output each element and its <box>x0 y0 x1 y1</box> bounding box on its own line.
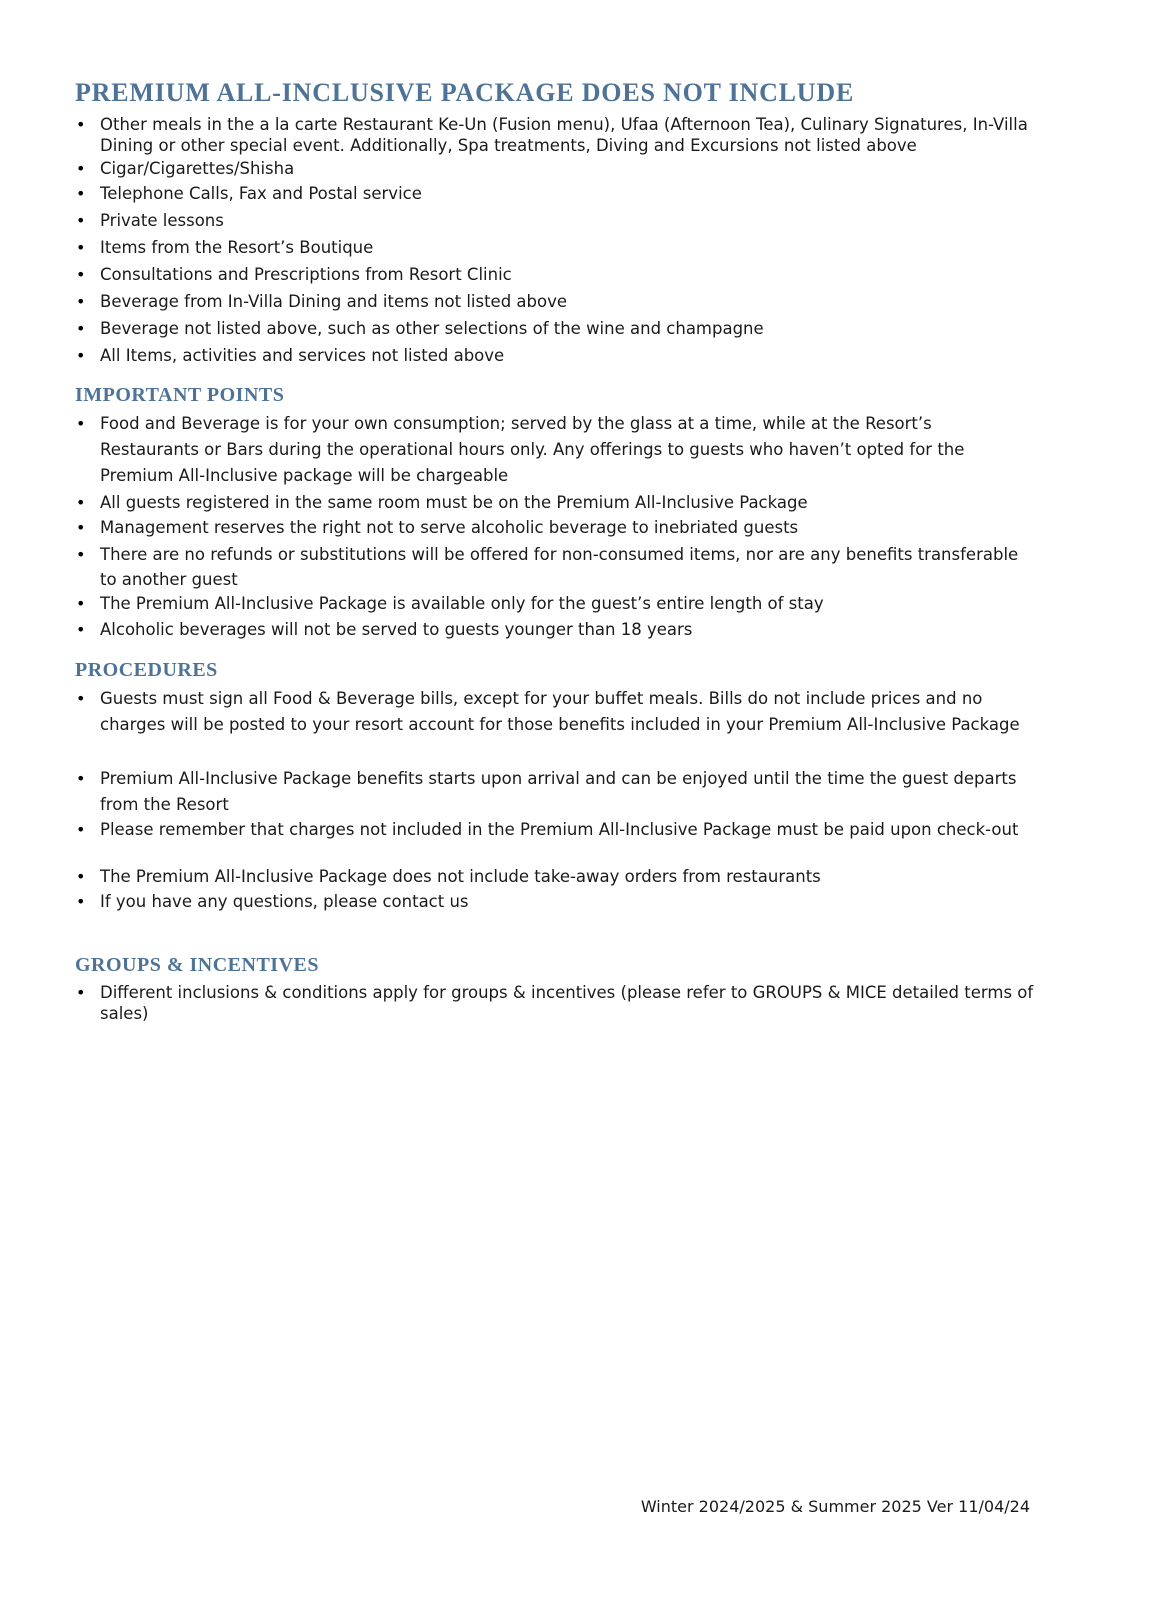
list-item-text: All Items, activities and services not listed above <box>100 346 505 365</box>
list-item-text: Private lessons <box>100 211 224 230</box>
list-item-text: The Premium All-Inclusive Package does not include take-away orders from restaurants <box>100 867 821 886</box>
bullet-icon: • <box>76 769 86 788</box>
bullet-icon: • <box>76 620 86 639</box>
list-item-text: Different inclusions & conditions apply for groups & incentives (please refer to GROUPS & MICE detailed terms of sales) <box>100 983 1034 1023</box>
list-item <box>75 542 1035 593</box>
bullet-icon: • <box>76 238 86 257</box>
list-item-text: Guests must sign all Food & Beverage bills, except for your buffet meals. Bills do not include prices and no charges will be posted to your resort account for those benefits included in your Premium All-Inclusive Package <box>100 689 1020 734</box>
bullet-icon: • <box>76 594 86 613</box>
bullet-icon: • <box>76 820 86 839</box>
list-item <box>75 593 1035 619</box>
list-item-text: Consultations and Prescriptions from Resort Clinic <box>100 265 512 284</box>
section-title-groups-incentives: GROUPS & INCENTIVES <box>75 954 319 976</box>
list-item <box>75 982 1035 1024</box>
bullet-icon: • <box>76 867 86 886</box>
bullet-icon: • <box>76 159 86 178</box>
list-item <box>75 686 1035 766</box>
bullet-icon: • <box>76 493 86 512</box>
list-item-text: Please remember that charges not included in the Premium All-Inclusive Package must be paid upon check-out <box>100 820 1019 839</box>
bullet-icon: • <box>76 983 86 1002</box>
bullet-icon: • <box>76 346 86 365</box>
list-item <box>75 619 1035 645</box>
list-item-text: Alcoholic beverages will not be served to guests younger than 18 years <box>100 620 693 639</box>
bullet-icon: • <box>76 115 86 134</box>
list-item-text: Items from the Resort’s Boutique <box>100 238 374 257</box>
list-item-text: There are no refunds or substitutions will be offered for non-consumed items, nor are any benefits transferable to another guest <box>100 545 1019 589</box>
bullet-icon: • <box>76 211 86 230</box>
bullet-icon: • <box>76 184 86 203</box>
bullet-icon: • <box>76 292 86 311</box>
bullet-icon: • <box>76 689 86 708</box>
bullet-icon: • <box>76 414 86 433</box>
bullet-icon: • <box>76 518 86 537</box>
procedures-list <box>75 686 1035 916</box>
list-item <box>75 158 1035 183</box>
list-item <box>75 411 1035 492</box>
list-item-text: Food and Beverage is for your own consumption; served by the glass at a time, while at the Resort’s Restaurants or Bars during the operational hours only. Any offerings to guests who haven’t opted for the Premium All-Inclusive package will be chargeable <box>100 414 965 485</box>
important-points-list <box>75 411 1035 645</box>
list-item <box>75 866 1035 891</box>
section-important-points <box>75 385 1035 645</box>
list-item <box>75 183 1035 210</box>
section-title-important-points: IMPORTANT POINTS <box>75 384 285 406</box>
list-item-text: Cigar/Cigarettes/Shisha <box>100 159 295 178</box>
list-item <box>75 114 1035 158</box>
not-included-list <box>75 114 1035 372</box>
list-item <box>75 517 1035 542</box>
section-groups-incentives <box>75 955 1035 1024</box>
bullet-icon: • <box>76 319 86 338</box>
bullet-icon: • <box>76 545 86 564</box>
list-item-text: Telephone Calls, Fax and Postal service <box>100 184 422 203</box>
list-item <box>75 210 1035 237</box>
list-item-text: Other meals in the a la carte Restaurant Ke-Un (Fusion menu), Ufaa (Afternoon Tea), Culinary Signatures, In-Villa Dining or other special event. Additionally, Spa treatments, Diving and Excursions not listed above <box>100 115 1028 155</box>
list-item-text: Premium All-Inclusive Package benefits starts upon arrival and can be enjoyed until the time the guest departs from the Resort <box>100 769 1017 814</box>
list-item-text: Beverage not listed above, such as other selections of the wine and champagne <box>100 319 764 338</box>
list-item <box>75 492 1035 517</box>
section-not-included <box>75 80 1035 372</box>
list-item <box>75 345 1035 372</box>
section-procedures <box>75 660 1035 916</box>
bullet-icon: • <box>76 892 86 911</box>
version-footer: Winter 2024/2025 & Summer 2025 Ver 11/04/24 <box>640 1497 1030 1516</box>
section-title-procedures: PROCEDURES <box>75 659 218 681</box>
list-item-text: Management reserves the right not to serve alcoholic beverage to inebriated guests <box>100 518 799 537</box>
list-item <box>75 291 1035 318</box>
list-item <box>75 318 1035 345</box>
list-item-text: The Premium All-Inclusive Package is available only for the guest’s entire length of stay <box>100 594 824 613</box>
list-item-text: All guests registered in the same room must be on the Premium All-Inclusive Package <box>100 493 808 512</box>
section-title-not-included: PREMIUM ALL-INCLUSIVE PACKAGE DOES NOT INCLUDE <box>75 78 855 107</box>
list-item <box>75 264 1035 291</box>
list-item <box>75 237 1035 264</box>
list-item-text: Beverage from In-Villa Dining and items not listed above <box>100 292 568 311</box>
bullet-icon: • <box>76 265 86 284</box>
list-item-text: If you have any questions, please contact us <box>100 892 469 911</box>
list-item <box>75 818 1035 866</box>
list-item <box>75 891 1035 916</box>
list-item <box>75 766 1035 818</box>
groups-incentives-list <box>75 982 1035 1024</box>
